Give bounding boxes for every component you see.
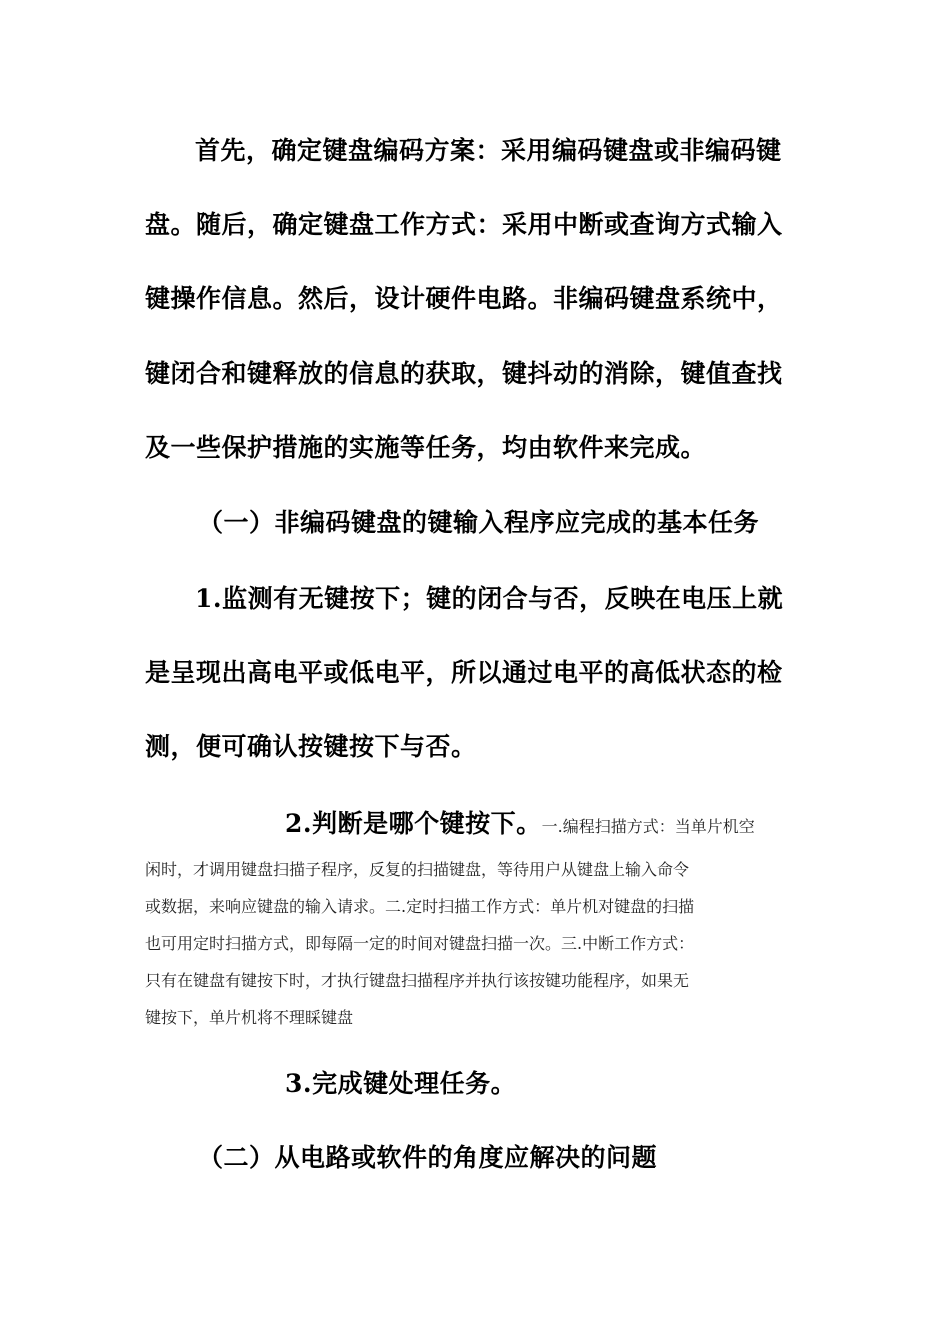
item2-title-line (285, 809, 755, 842)
item2-title: 2.判断是哪个键按下。 (285, 809, 542, 838)
item2-note-line-5: 键按下，单片机将不理睬键盘 (145, 1008, 354, 1027)
paragraph1-line-1: 首先，确定键盘编码方案：采用编码键盘或非编码键 (195, 136, 782, 165)
item2-note-line-2: 或数据，来响应键盘的输入请求。二.定时扫描工作方式：单片机对键盘的扫描 (145, 897, 695, 916)
paragraph1-line-5: 及一些保护措施的实施等任务，均由软件来完成。 (145, 433, 707, 462)
item1-line-2: 是呈现出高电平或低电平，所以通过电平的高低状态的检 (145, 658, 783, 687)
item2-note-line-3: 也可用定时扫描方式，即每隔一定的时间对键盘扫描一次。三.中断工作方式： (145, 934, 695, 953)
item3: 3.完成键处理任务。 (285, 1069, 517, 1098)
item1-line-3: 测，便可确认按键按下与否。 (145, 732, 477, 761)
paragraph1-line-4: 键闭合和键释放的信息的获取，键抖动的消除，键值查找 (145, 359, 783, 388)
section-heading-2: （二）从电路或软件的角度应解决的问题 (198, 1143, 658, 1172)
item2-inline-note: 一.编程扫描方式：当单片机空 (541, 817, 755, 836)
paragraph1-line-2: 盘。随后，确定键盘工作方式：采用中断或查询方式输入 (145, 210, 783, 239)
section-heading-1: （一）非编码键盘的键输入程序应完成的基本任务 (198, 508, 760, 537)
item2-note-line-4: 只有在键盘有键按下时，才执行键盘扫描程序并执行该按键功能程序，如果无 (145, 971, 690, 990)
paragraph1-line-3: 键操作信息。然后，设计硬件电路。非编码键盘系统中， (145, 284, 783, 313)
item1-line-1: 1.监测有无键按下；键的闭合与否，反映在电压上就 (195, 584, 784, 613)
item2-note-line-1: 闲时，才调用键盘扫描子程序，反复的扫描键盘，等待用户从键盘上输入命令 (145, 860, 690, 879)
